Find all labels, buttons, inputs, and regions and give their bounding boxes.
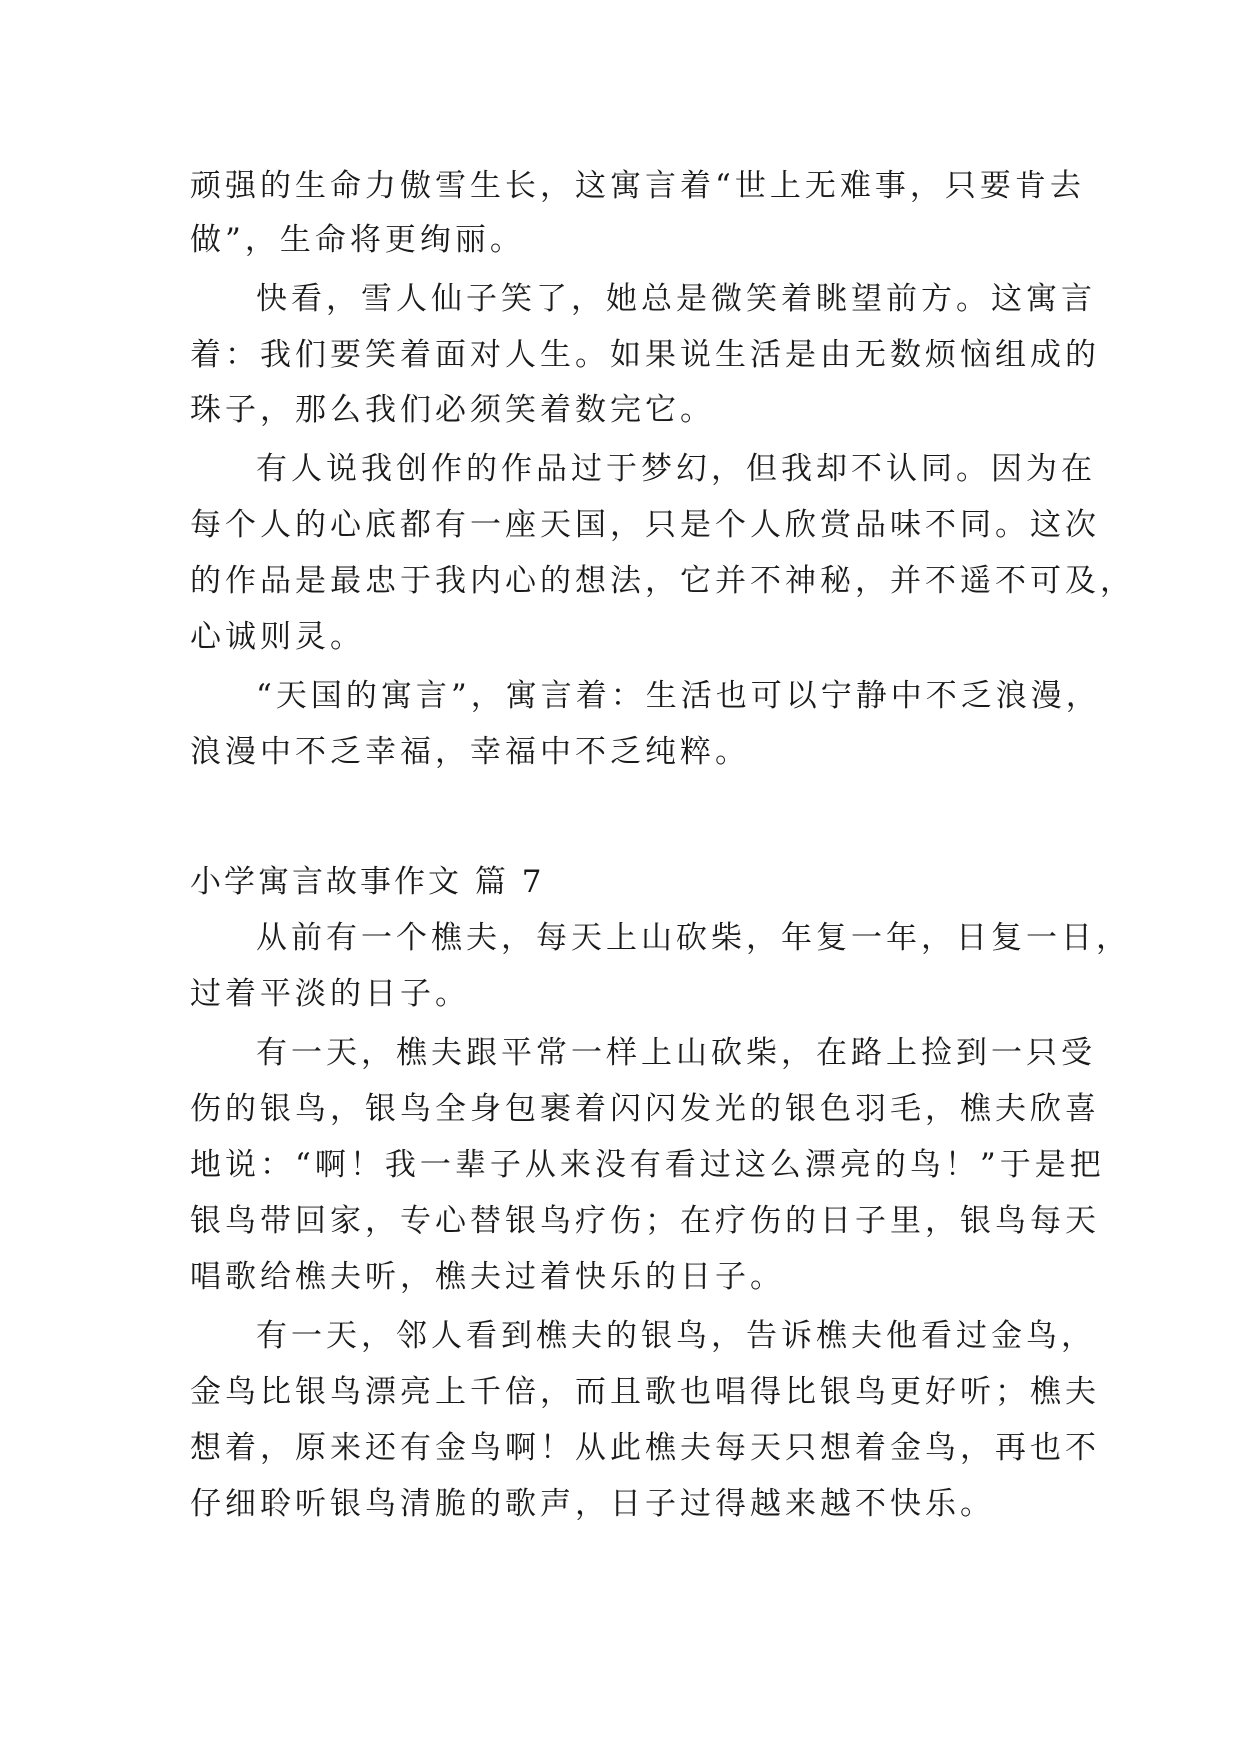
paragraph-line: 仔细聆听银鸟清脆的歌声，日子过得越来越不快乐。 (190, 1486, 995, 1522)
paragraph-line: 唱歌给樵夫听，樵夫过着快乐的日子。 (190, 1259, 785, 1295)
paragraph-line: 有人说我创作的作品过于梦幻，但我却不认同。因为在 (256, 451, 1096, 487)
paragraph-line: 浪漫中不乏幸福，幸福中不乏纯粹。 (190, 734, 750, 770)
paragraph-line: “天国的寓言”，寓言着：生活也可以宁静中不乏浪漫， (256, 678, 1101, 714)
paragraph-line: 做”，生命将更绚丽。 (190, 222, 525, 258)
paragraph-line: 地说：“啊！我一辈子从来没有看过这么漂亮的鸟！”于是把 (190, 1147, 1105, 1183)
paragraph-line: 每个人的心底都有一座天国，只是个人欣赏品味不同。这次 (190, 507, 1100, 543)
paragraph-line: 过着平淡的日子。 (190, 976, 470, 1012)
paragraph-line: 想着，原来还有金鸟啊！从此樵夫每天只想着金鸟，再也不 (190, 1430, 1100, 1466)
section-heading: 小学寓言故事作文 篇 7 (190, 864, 545, 900)
paragraph-line: 珠子，那么我们必须笑着数完它。 (190, 392, 715, 428)
paragraph-line: 伤的银鸟，银鸟全身包裹着闪闪发光的银色羽毛，樵夫欣喜 (190, 1091, 1100, 1127)
paragraph-line: 的作品是最忠于我内心的想法，它并不神秘，并不遥不可及， (190, 563, 1135, 599)
paragraph-line: 快看，雪人仙子笑了，她总是微笑着眺望前方。这寓言 (256, 281, 1096, 317)
paragraph-line: 着：我们要笑着面对人生。如果说生活是由无数烦恼组成的 (190, 337, 1100, 373)
paragraph-line: 有一天，樵夫跟平常一样上山砍柴，在路上捡到一只受 (256, 1035, 1096, 1071)
paragraph-line: 从前有一个樵夫，每天上山砍柴，年复一年，日复一日， (256, 920, 1131, 956)
paragraph-line: 金鸟比银鸟漂亮上千倍，而且歌也唱得比银鸟更好听；樵夫 (190, 1374, 1100, 1410)
paragraph-line: 有一天，邻人看到樵夫的银鸟，告诉樵夫他看过金鸟， (256, 1318, 1096, 1354)
paragraph-line: 顽强的生命力傲雪生长，这寓言着“世上无难事，只要肯去 (190, 168, 1085, 204)
paragraph-line: 心诚则灵。 (190, 619, 365, 655)
paragraph-line: 银鸟带回家，专心替银鸟疗伤；在疗伤的日子里，银鸟每天 (190, 1203, 1100, 1239)
